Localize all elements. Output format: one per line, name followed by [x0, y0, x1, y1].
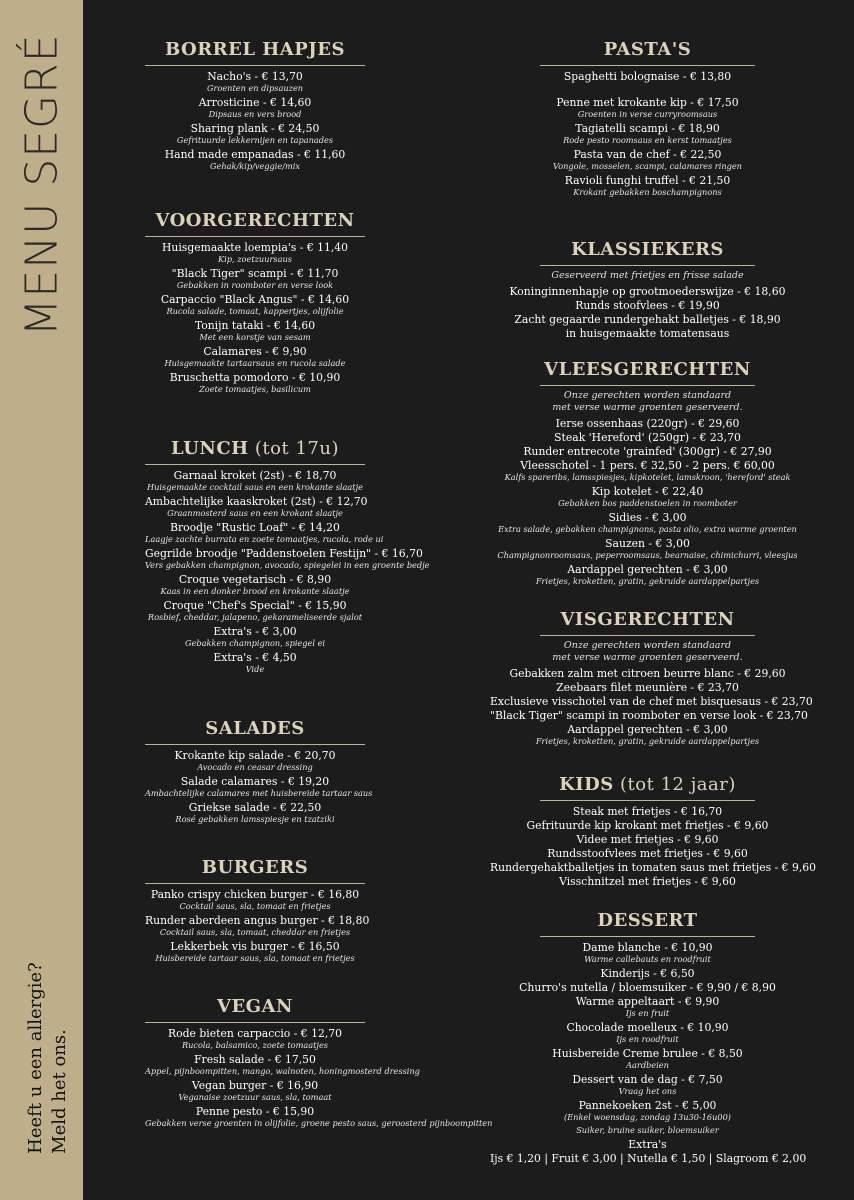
menu-item-description: Gebakken champignon, spiegel ei	[184, 638, 326, 648]
menu-item: Steak met frietjes - € 16,70	[572, 805, 723, 818]
section-intro: Onze gerechten worden standaard	[563, 390, 732, 401]
menu-item: Pasta van de chef - € 22,50	[573, 148, 722, 161]
section-salades	[145, 717, 373, 827]
menu-item-description: Gebakken bos paddenstoelen in roomboter	[558, 498, 737, 508]
menu-item-description: Kaas in een donker brood en krokante slaatje	[160, 586, 350, 596]
menu-item: Extra's	[628, 1138, 667, 1151]
menu-item: Gefrituurde kip krokant met frietjes - € 9,60	[526, 819, 769, 832]
menu-item-description: Groenten in verse curryroomsaus	[577, 109, 718, 119]
section-title-text: VEGAN	[217, 996, 293, 1017]
menu-item-description: Gefrituurde lekkernijen en tapanades	[176, 135, 334, 145]
menu-item: Ambachtelijke kaaskroket (2st) - € 12,70	[145, 495, 368, 508]
section-divider	[540, 936, 755, 937]
menu-item-description: Kip, zoetzuursaus	[218, 254, 292, 264]
section-divider	[540, 800, 755, 801]
menu-item: Warme appeltaart - € 9,90	[575, 995, 720, 1008]
menu-item: "Black Tiger" scampi - € 11,70	[171, 267, 339, 280]
menu-item: Nacho's - € 13,70	[207, 70, 303, 83]
menu-item-description: Groenten en dipsauzen	[206, 83, 304, 93]
section-intro: Geserveerd met frietjes en frisse salade	[551, 270, 744, 281]
section-title-text: VOORGERECHTEN	[155, 210, 355, 231]
menu-item: Hand made empanadas - € 11,60	[164, 148, 346, 161]
menu-item: Koninginnenhapje op grootmoederswijze - € 18,60	[509, 285, 786, 298]
section-title-text: PASTA'S	[603, 39, 692, 60]
menu-item-description: Aardbeien	[626, 1060, 669, 1070]
menu-item: Visschnitzel met frietjes - € 9,60	[559, 875, 736, 888]
menu-item-description: Frietjes, kroketten, gratin, gekruide aardappelpartjes	[535, 576, 760, 586]
menu-item: Aardappel gerechten - € 3,00	[567, 563, 728, 576]
menu-item: Gebakken zalm met citroen beurre blanc - € 29,60	[509, 667, 786, 680]
section-pasta-s	[490, 38, 805, 200]
section-title-text: KIDS	[559, 774, 614, 795]
section-title	[145, 209, 365, 233]
section-divider	[145, 236, 365, 237]
menu-item: Tagiatelli scampi - € 18,90	[575, 122, 720, 135]
menu-item: Croque vegetarisch - € 8,90	[178, 573, 332, 586]
menu-item-description: Gebakken in roomboter en verse look	[176, 280, 334, 290]
menu-item: Garnaal kroket (2st) - € 18,70	[173, 469, 337, 482]
menu-item: Runder aberdeen angus burger - € 18,80	[145, 914, 370, 927]
menu-item: Pannekoeken 2st - € 5,00	[578, 1099, 717, 1112]
menu-item-description: (Enkel woensdag, zondag 13u30-16u00)	[564, 1112, 731, 1122]
menu-item: Croque "Chef's Special" - € 15,90	[163, 599, 347, 612]
section-borrel-hapjes	[145, 38, 365, 174]
section-vegan	[145, 995, 493, 1131]
menu-item: Huisbereide Creme brulee - € 8,50	[552, 1047, 743, 1060]
menu-item-description: Ijs en fruit	[625, 1008, 670, 1018]
section-title-text: VISGERECHTEN	[560, 609, 735, 630]
section-title-suffix: (tot 12 jaar)	[613, 774, 736, 795]
menu-item: "Black Tiger" scampi in roomboter en verse look - € 23,70	[490, 709, 808, 722]
section-title-text: BORREL HAPJES	[164, 39, 346, 60]
menu-item: Spaghetti bolognaise - € 13,80	[563, 70, 732, 83]
menu-item: Fresh salade - € 17,50	[194, 1053, 316, 1066]
menu-item: Extra's - € 3,00	[213, 625, 297, 638]
menu-item-description: Huisbereide tartaar saus, sla, tomaat en frietjes	[155, 953, 355, 963]
menu-item-description: Laagje zachte burrata en zoete tomaatjes, rucola, rode ui	[145, 534, 384, 544]
menu-item-description: Champignonroomsaus, peperroomsaus, bearnaise, chimichurri, vleesjus	[497, 550, 798, 560]
menu-item-description: Gehak/kip/veggie/mix	[209, 161, 300, 171]
section-title	[490, 608, 805, 632]
menu-item: Sharing plank - € 24,50	[190, 122, 320, 135]
menu-item-description: Zoete tomaatjes, basilicum	[199, 384, 311, 394]
menu-item-description: Dipsaus en vers brood	[208, 109, 302, 119]
menu-item: Sidies - € 3,00	[608, 511, 687, 524]
allergy-notice	[24, 962, 72, 1154]
menu-item: Lekkerbek vis burger - € 16,50	[170, 940, 340, 953]
section-title-text: KLASSIEKERS	[571, 239, 724, 260]
section-divider	[145, 744, 365, 745]
menu-item-description: Cocktail saus, sla, tomaat, cheddar en frietjes	[159, 927, 351, 937]
menu-item: in huisgemaakte tomatensaus	[565, 327, 730, 340]
section-lunch	[145, 437, 430, 677]
menu-item-description: Huisgemaakte tartaarsaus en rucola salade	[164, 358, 346, 368]
section-title	[145, 437, 365, 461]
section-klassiekers	[490, 238, 805, 341]
menu-item-description: Rosé gebakken lamsspiesje en tzatziki	[175, 814, 335, 824]
section-divider	[540, 265, 755, 266]
section-intro: Onze gerechten worden standaard	[563, 640, 732, 651]
section-title-text: DESSERT	[597, 910, 698, 931]
menu-item: Carpaccio "Black Angus" - € 14,60	[160, 293, 350, 306]
section-visgerechten	[490, 608, 813, 749]
menu-item: Sauzen - € 3,00	[605, 537, 690, 550]
menu-item-description: Warme callebauts en roodfruit	[584, 954, 711, 964]
section-kids	[490, 773, 817, 889]
menu-item: Krokante kip salade - € 20,70	[174, 749, 336, 762]
allergy-line-2: Meld het ons.	[49, 1029, 70, 1154]
menu-item-description: Frietjes, kroketten, gratin, gekruide aardappelpartjes	[535, 736, 760, 746]
section-vleesgerechten	[490, 358, 805, 589]
section-intro: met verse warme groenten geserveerd.	[552, 652, 743, 663]
menu-item: Panko crispy chicken burger - € 16,80	[150, 888, 360, 901]
menu-item: Bruschetta pomodoro - € 10,90	[169, 371, 341, 384]
menu-item-description: Rosbief, cheddar, jalapeno, gekarameliseerde sjalot	[147, 612, 363, 622]
menu-item: Gegrilde broodje "Paddenstoelen Festijn" - € 16,70	[145, 547, 423, 560]
allergy-line-1: Heeft u een allergie?	[25, 962, 46, 1154]
menu-item: Churro's nutella / bloemsuiker - € 9,90 / € 8,90	[519, 981, 776, 994]
section-divider	[540, 385, 755, 386]
menu-item: Rundergehaktballetjes in tomaten saus met frietjes - € 9,60	[490, 861, 817, 874]
menu-item: Runds stoofvlees - € 19,90	[575, 299, 720, 312]
menu-item: Salade calamares - € 19,20	[180, 775, 330, 788]
menu-item: Rundsstoofvlees met frietjes - € 9,60	[547, 847, 748, 860]
section-title	[490, 909, 805, 933]
menu-item-description: Krokant gebakken boschampignons	[573, 187, 722, 197]
menu-item: Griekse salade - € 22,50	[188, 801, 322, 814]
menu-item: Runder entrecote 'grainfed' (300gr) - € 27,90	[523, 445, 772, 458]
menu-item: Vegan burger - € 16,90	[191, 1079, 319, 1092]
menu-item-description: Graanmosterd saus en een krokant slaatje	[167, 508, 343, 518]
section-title	[490, 38, 805, 62]
menu-item: Dame blanche - € 10,90	[582, 941, 713, 954]
menu-item-description: Rode pesto roomsaus en kerst tomaatjes	[563, 135, 732, 145]
section-title-text: LUNCH	[171, 438, 249, 459]
section-voorgerechten	[145, 209, 365, 397]
menu-item-description: Kalfs spareribs, lamsspiesjes, kipkotelet, lamskroon, 'hereford' steak	[504, 472, 791, 482]
menu-item-description: Vide	[245, 664, 265, 674]
menu-item-description: Vraag het ons	[618, 1086, 677, 1096]
menu-item-description: Extra salade, gebakken champignons, pasta olio, extra warme groenten	[498, 524, 797, 534]
menu-item-description: Vongole, mosselen, scampi, calamares ringen	[553, 161, 742, 171]
menu-item-description: Cocktail saus, sla, tomaat en frietjes	[179, 901, 331, 911]
menu-item-description: Suiker, bruine suiker, bloemsuiker	[576, 1125, 719, 1135]
section-divider	[145, 883, 365, 884]
section-intro: met verse warme groenten geserveerd.	[552, 402, 743, 413]
section-title	[490, 358, 805, 382]
menu-item-description: Rucola, balsamico, zoete tomaatjes	[181, 1040, 329, 1050]
section-title	[145, 717, 365, 741]
menu-item: Ijs € 1,20 | Fruit € 3,00 | Nutella € 1,50 | Slagroom € 2,00	[490, 1152, 807, 1165]
menu-item: Tonijn tataki - € 14,60	[194, 319, 316, 332]
sidebar	[0, 0, 83, 1200]
menu-item-description: Vers gebakken champignon, avocado, spiegelei in een groente bedje	[145, 560, 430, 570]
menu-item: Dessert van de dag - € 7,50	[572, 1073, 723, 1086]
menu-item: Zeebaars filet meunière - € 23,70	[556, 681, 739, 694]
section-divider	[145, 65, 365, 66]
section-title	[490, 773, 805, 797]
menu-item-description: Ijs en roodfruit	[616, 1034, 679, 1044]
section-dessert	[490, 909, 805, 1166]
menu-item: Chocolade moelleux - € 10,90	[566, 1021, 729, 1034]
section-divider	[540, 635, 755, 636]
menu-item-description: Appel, pijnboompitten, mango, walnoten, honingmosterd dressing	[145, 1066, 420, 1076]
menu-item-description: Veganaise zoetzuur saus, sla, tomaat	[178, 1092, 332, 1102]
menu-item: Extra's - € 4,50	[213, 651, 297, 664]
menu-item-description: Avocado en ceasar dressing	[197, 762, 313, 772]
menu-item: Ierse ossenhaas (220gr) - € 29,60	[555, 417, 740, 430]
section-divider	[145, 464, 365, 465]
menu-item: Videe met frietjes - € 9,60	[576, 833, 719, 846]
menu-item: Rode bieten carpaccio - € 12,70	[168, 1027, 342, 1040]
section-title	[145, 995, 365, 1019]
menu-item: Steak 'Hereford' (250gr) - € 23,70	[554, 431, 741, 444]
menu-item: Aardappel gerechten - € 3,00	[567, 723, 728, 736]
menu-item: Penne pesto - € 15,90	[195, 1105, 315, 1118]
menu-item: Exclusieve visschotel van de chef met bisquesaus - € 23,70	[490, 695, 813, 708]
section-title-text: VLEESGERECHTEN	[544, 359, 751, 380]
menu-item: Kinderijs - € 6,50	[600, 967, 695, 980]
menu-item: Arrosticine - € 14,60	[198, 96, 312, 109]
section-divider	[540, 65, 755, 66]
menu-item-description: Huisgemaakte cocktail saus en een krokante slaatje	[147, 482, 363, 492]
menu-item: Broodje "Rustic Loaf" - € 14,20	[170, 521, 340, 534]
section-title-text: BURGERS	[201, 857, 309, 878]
menu-item: Zacht gegaarde rundergehakt balletjes - € 18,90	[514, 313, 781, 326]
menu-item-description: Met een korstje van sesam	[199, 332, 311, 342]
section-title	[145, 856, 365, 880]
menu-item-description: Rucola salade, tomaat, kappertjes, olijfolie	[166, 306, 344, 316]
section-title	[490, 238, 805, 262]
menu-item: Ravioli funghi truffel - € 21,50	[564, 174, 731, 187]
menu-item: Huisgemaakte loempia's - € 11,40	[161, 241, 349, 254]
menu-item-description: Ambachtelijke calamares met huisbereide tartaar saus	[145, 788, 373, 798]
section-title-suffix: (tot 17u)	[248, 438, 339, 459]
menu-brand-title: MENU SEGRÉ	[16, 33, 68, 337]
section-title	[145, 38, 365, 62]
menu-item: Calamares - € 9,90	[203, 345, 307, 358]
section-title-text: SALADES	[205, 718, 305, 739]
menu-item: Vleesschotel - 1 pers. € 32,50 - 2 pers. € 60,00	[520, 459, 775, 472]
section-divider	[145, 1022, 365, 1023]
menu-item: Kip kotelet - € 22,40	[591, 485, 704, 498]
section-burgers	[145, 856, 370, 966]
menu-item-description: Gebakken verse groenten in olijfolie, groene pesto saus, geroosterd pijnboompitten	[145, 1118, 493, 1128]
menu-item: Penne met krokante kip - € 17,50	[556, 96, 739, 109]
